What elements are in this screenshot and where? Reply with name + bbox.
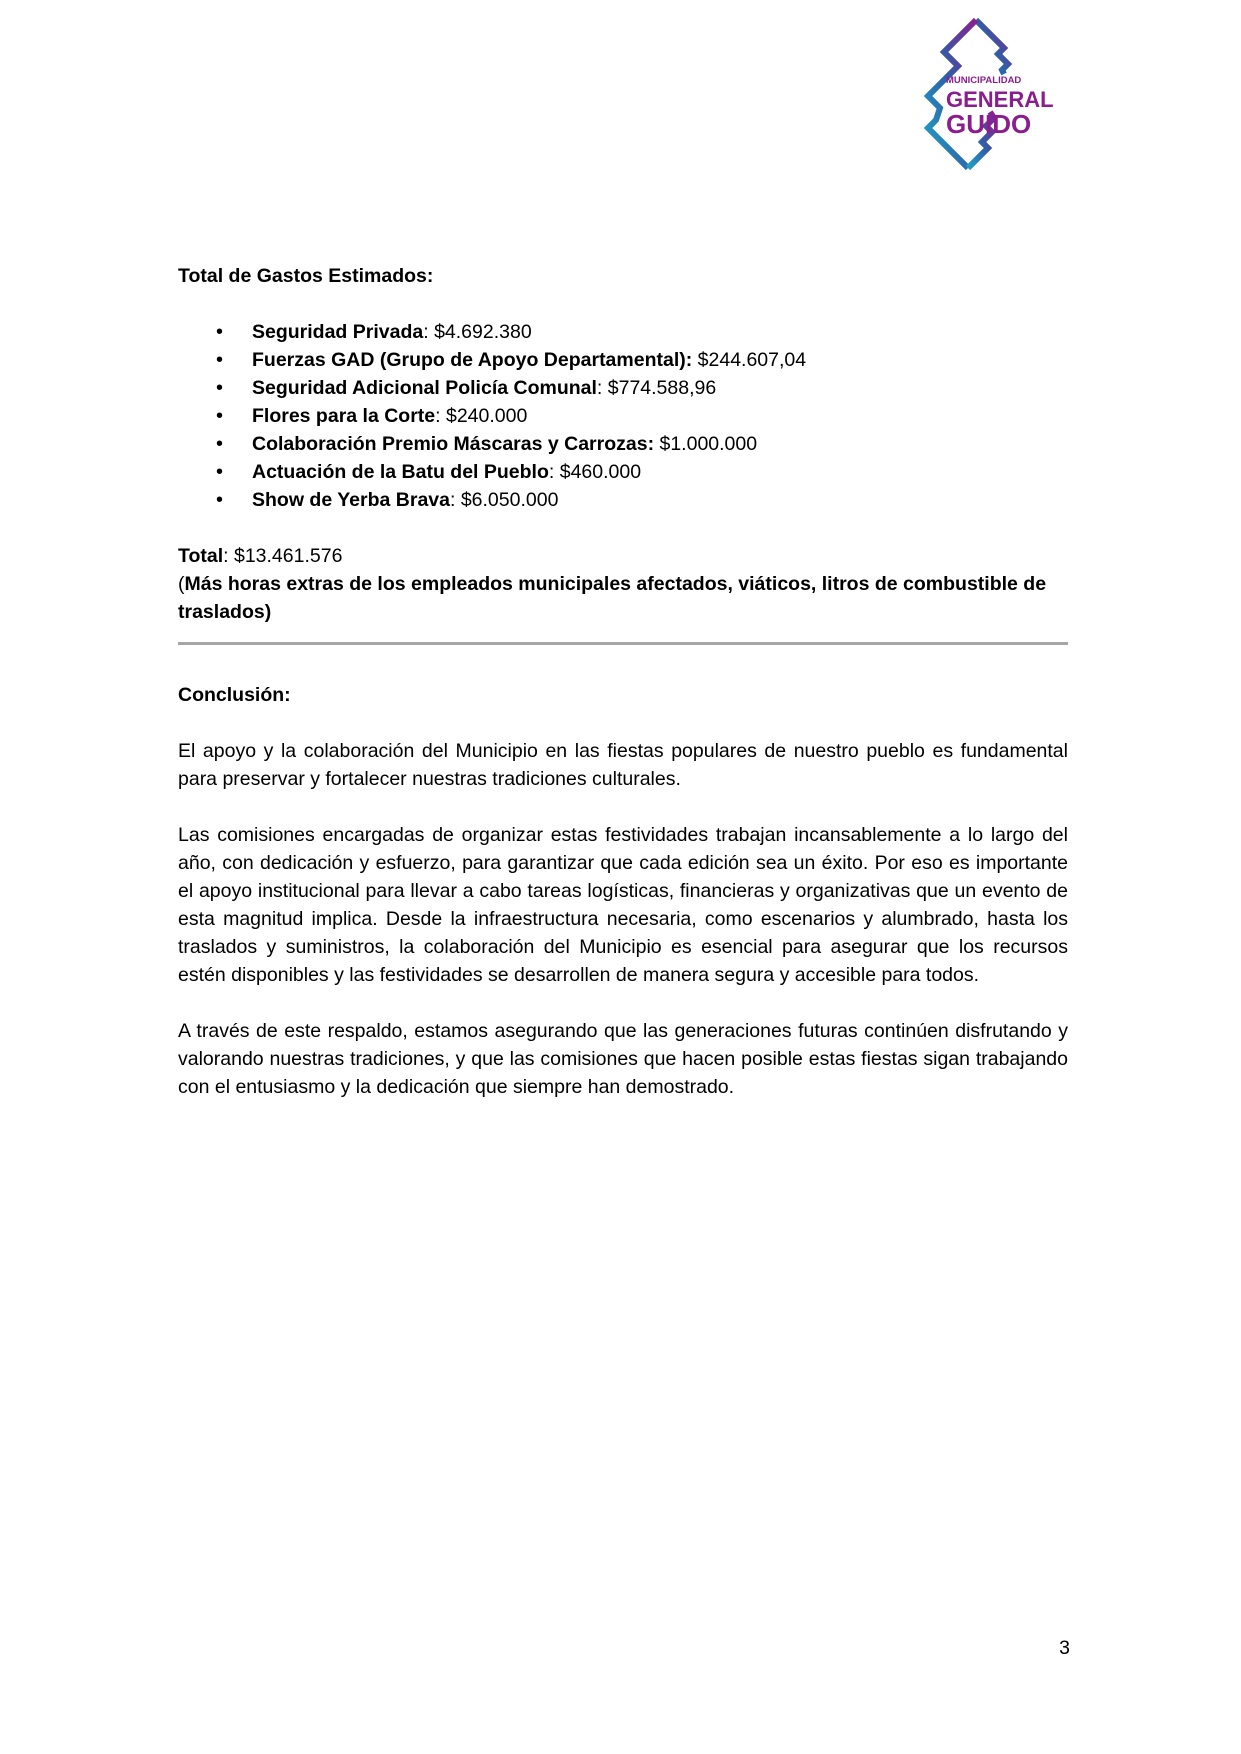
section-divider: [178, 642, 1068, 645]
logo-line-2: GENERAL: [946, 87, 1054, 112]
page-content: [178, 262, 1068, 1101]
total-note: [178, 570, 1068, 626]
list-item: [252, 318, 1068, 346]
conclusion-heading: Conclusión:: [178, 684, 291, 706]
list-item: [252, 402, 1068, 430]
logo-line-3: GUIDO: [946, 109, 1032, 139]
expense-value: $244.607,04: [692, 349, 807, 371]
expense-label: Seguridad Adicional Policía Comunal: [252, 377, 597, 399]
expense-value: : $6.050.000: [449, 489, 559, 511]
expense-value: : $460.000: [548, 461, 642, 483]
expenses-total: [178, 542, 1068, 626]
logo-line-1: MUNICIPALIDAD: [946, 75, 1022, 86]
list-item: [252, 458, 1068, 486]
list-item: [252, 374, 1068, 402]
conclusion-paragraph: Las comisiones encargadas de organizar estas festividades trabajan incansablemente a lo largo del año, con dedicación y esfuerzo, para garantizar que cada edición sea un éxito. Por eso es importante el apoyo institucional para llevar a cabo tareas logísticas, financieras y organizativas que un evento de esta magnitud implica. Desde la infraestructura necesaria, como escenarios y alumbrado, hasta los traslados y suministros, la colaboración del Municipio es esencial para asegurar que los recursos estén disponibles y las festividades se desarrollen de manera segura y accesible para todos.: [178, 824, 1068, 986]
total-value: : $13.461.576: [223, 545, 343, 567]
municipality-logo: [918, 16, 1068, 192]
expenses-heading: Total de Gastos Estimados:: [178, 265, 434, 287]
expense-label: Seguridad Privada: [252, 321, 424, 343]
expense-label: Colaboración Premio Máscaras y Carrozas:: [252, 433, 655, 455]
expense-value: : $240.000: [435, 405, 528, 427]
expense-value: : $4.692.380: [423, 321, 532, 343]
conclusion-paragraph: A través de este respaldo, estamos asegurando que las generaciones futuras continúen disfrutando y valorando nuestras tradiciones, y que las comisiones que hacen posible estas fiestas sigan trabajando con el entusiasmo y la dedicación que siempre han demostrado.: [178, 1020, 1068, 1098]
total-note-text: Más horas extras de los empleados municipales afectados, viáticos, litros de combustible de traslados): [178, 573, 1047, 623]
expense-label: Show de Yerba Brava: [252, 489, 450, 511]
expense-value: : $774.588,96: [596, 377, 717, 399]
total-label: Total: [178, 545, 224, 567]
list-item: [252, 430, 1068, 458]
logo-map-outline: [976, 20, 1008, 74]
expenses-list: [178, 318, 1068, 514]
conclusion-paragraph: El apoyo y la colaboración del Municipio en las fiestas populares de nuestro pueblo es fundamental para preservar y fortalecer nuestras tradiciones culturales.: [178, 740, 1068, 790]
page-number: 3: [1059, 1637, 1070, 1659]
list-item: [252, 346, 1068, 374]
total-note-paren: (: [178, 573, 185, 595]
expense-label: Fuerzas GAD (Grupo de Apoyo Departamental):: [252, 349, 693, 371]
expense-value: $1.000.000: [654, 433, 758, 455]
expense-label: Actuación de la Batu del Pueblo: [252, 461, 549, 483]
list-item: [252, 486, 1068, 514]
expense-label: Flores para la Corte: [252, 405, 436, 427]
